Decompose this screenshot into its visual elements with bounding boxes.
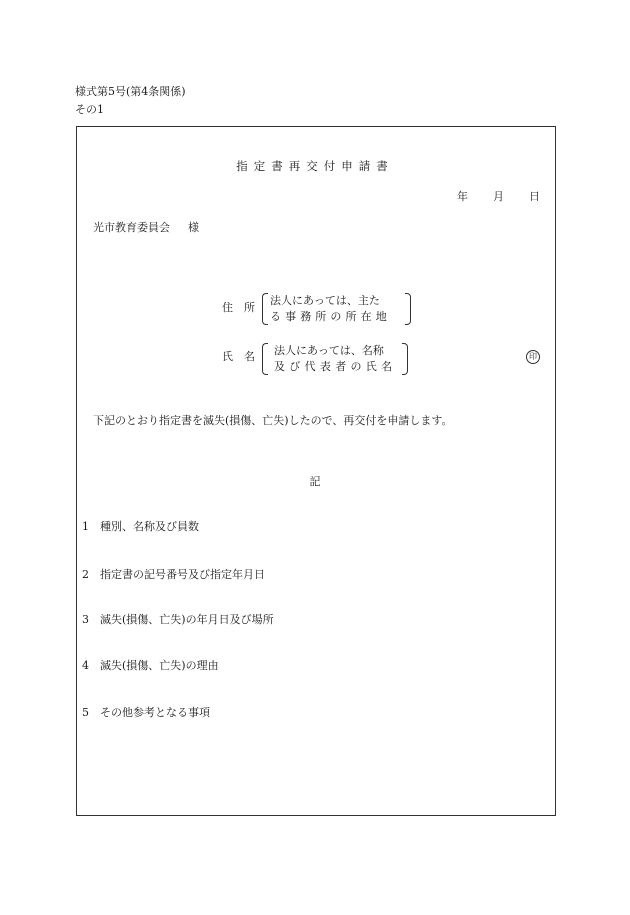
addressee: 光市教育委員会 bbox=[93, 221, 170, 234]
item-number: 5 bbox=[82, 706, 89, 719]
addressee-honorific: 様 bbox=[188, 221, 199, 234]
address-label-char: 所 bbox=[244, 301, 255, 314]
date-month-label: 月 bbox=[493, 190, 504, 203]
form-number-label: 様式第5号(第4条関係) bbox=[75, 85, 186, 98]
item-text: 種別、名称及び員数 bbox=[100, 520, 199, 533]
item-number: 4 bbox=[82, 659, 89, 672]
item-number: 3 bbox=[82, 613, 89, 626]
item-number: 1 bbox=[82, 520, 89, 533]
item-text: 滅失(損傷、亡失)の理由 bbox=[100, 659, 219, 672]
name-bracket-left bbox=[262, 343, 268, 375]
item-text: 指定書の記号番号及び指定年月日 bbox=[100, 568, 265, 581]
date-day-label: 日 bbox=[529, 190, 540, 203]
address-note-line: 法人にあっては、主た bbox=[270, 294, 380, 307]
name-bracket-right bbox=[402, 343, 408, 375]
item-text: 滅失(損傷、亡失)の年月日及び場所 bbox=[100, 613, 274, 626]
address-label-char: 住 bbox=[222, 301, 233, 314]
name-note-line: 及び代表者の氏名 bbox=[274, 360, 397, 373]
name-label-char: 氏 bbox=[222, 350, 233, 363]
document-title: 指定書再交付申請書 bbox=[236, 159, 394, 173]
item-number: 2 bbox=[82, 568, 89, 581]
form-sub-label: その1 bbox=[75, 103, 104, 116]
seal-mark-icon: 印 bbox=[526, 350, 540, 364]
ki-heading: 記 bbox=[309, 475, 321, 488]
request-body-text: 下記のとおり指定書を滅失(損傷、亡失)したので、再交付を申請します。 bbox=[93, 414, 453, 427]
item-text: その他参考となる事項 bbox=[100, 706, 210, 719]
date-year-label: 年 bbox=[457, 190, 468, 203]
name-note-line: 法人にあっては、名称 bbox=[274, 344, 384, 357]
name-label-char: 名 bbox=[244, 350, 255, 363]
address-bracket-right bbox=[405, 293, 411, 325]
address-note-line: る事務所の所在地 bbox=[270, 310, 391, 323]
address-bracket-left bbox=[262, 293, 268, 325]
